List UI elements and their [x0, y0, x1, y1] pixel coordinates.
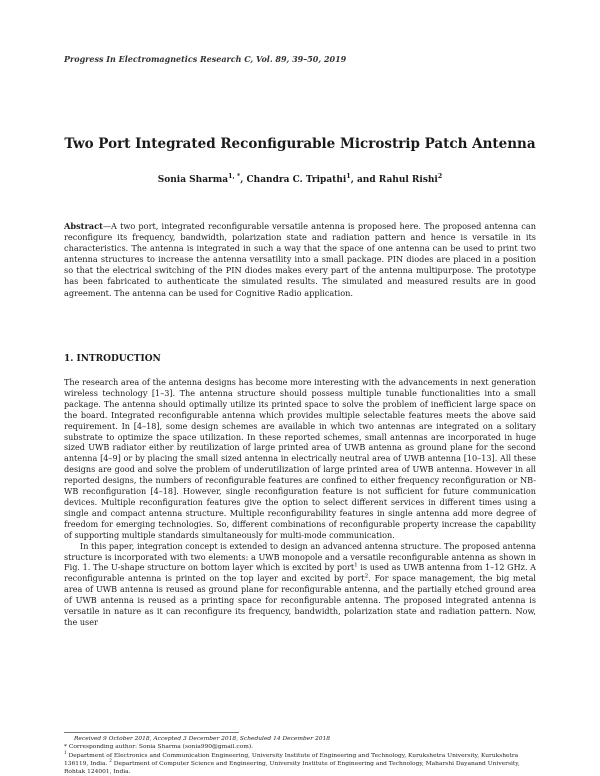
- paragraph-text: is used as UWB antenna from 1–12 GHz. A reconfigurable antenna is printed on the top layer and excited by port: [64, 562, 536, 584]
- footnote-rule: [64, 732, 239, 733]
- paragraph: [64, 541, 536, 628]
- author-superscript: 1, *: [228, 173, 241, 180]
- journal-header: Progress In Electromagnetics Research C, Vol. 89, 39–50, 2019: [64, 54, 347, 64]
- author-superscript: 1: [346, 173, 351, 180]
- section-heading: 1. INTRODUCTION: [64, 354, 161, 364]
- port-superscript: 1: [354, 562, 358, 569]
- abstract-text: —A two port, integrated reconfigurable versatile antenna is proposed here. The proposed antenna can reconfigure its frequency, bandwidth, polarization state and radiation pattern and hence is versatile in its characteristics. The antenna is integrated in such a way that the space of one antenna can be used to print two antenna structures to increase the antenna versatility into a small package. PIN diodes are placed in a position so that the electrical switching of the PIN diodes makes every part of the antenna multipurpose. The prototype has been fabricated to authenticate the simulated results. The simulated and measured results are in good agreement. The antenna can be used for Cognitive Radio application.: [64, 221, 536, 298]
- author-name: Sonia Sharma: [157, 175, 229, 185]
- author-separator: ,: [240, 175, 247, 185]
- footnote-dates: Received 9 October 2018, Accepted 3 December 2018, Scheduled 14 December 2018: [74, 736, 330, 742]
- author-name: Rahul Rishi: [378, 175, 438, 185]
- footnote-mark: *: [64, 744, 67, 751]
- footnote-mark: 2: [109, 757, 112, 763]
- footnotes: [64, 735, 536, 776]
- author-list: [0, 175, 600, 185]
- footnote-text: Corresponding author: Sonia Sharma (sonia990@gmail.com).: [68, 744, 253, 751]
- abstract: [64, 221, 536, 299]
- author-name: Chandra C. Tripathi: [246, 175, 347, 185]
- abstract-label: Abstract: [64, 221, 103, 231]
- footnote-corresponding: [64, 743, 536, 751]
- author-superscript: 2: [437, 173, 443, 180]
- port-superscript: 2: [364, 573, 369, 580]
- paragraph-text: . For space management, the big metal area of UWB antenna is reused as ground plane for reconfigurable antenna, and the partially etched ground area of UWB antenna is reused as a printing space for reconfigurable antenna. The proposed integrated antenna is versatile in nature as it can reconfigure its frequency, bandwidth, polarization state and radiation pattern. Now, the user: [64, 573, 536, 627]
- author-separator: , and: [350, 175, 379, 185]
- paragraph: The research area of the antenna designs has become more interesting with the advancements in next generation wireless technology [1–3]. The antenna structure should possess multiple tunable functionalities into a small package. The antenna should optimally utilize its printed space to solve the problem of inefficient large space on the board. Integrated reconfigurable antenna which provides multiple selectable features meets the above said requirement. In [4–18], some design schemes are available in which two antennas are integrated on a solitary substrate to optimize the space utilization. In these reported schemes, small antennas are incorporated in huge sized UWB radiator either by reutilization of large printed area of UWB antenna as ground plane for the second antenna [4–9] or by placing the small sized antenna in electrically neutral area of UWB antenna [10–13]. All these designs are good and solve the problem of underutilization of large printed area of UWB antenna. However in all reported designs, the numbers of reconfigurable features are confined to either frequency reconfiguration or NB-WB reconfiguration [4–18]. However, single reconfiguration feature is not sufficient for future communication devices. Multiple reconfiguration features give the option to select different services in different times using a single and compact antenna structure. Multiple reconfigurability features in single antenna add more degree of freedom for emerging technologies. So, different combinations of reconfigurable property increase the capability of supporting multiple standards simultaneously for multi-mode communication.: [64, 377, 536, 540]
- footnote-affiliation: [64, 749, 536, 776]
- paragraph-text: In this paper, integration concept is extended to design an advanced antenna structure. The proposed antenna structure is incorporated with two elements: a UWB monopole and a versatile reconfigurable antenna as shown in Fig. 1. The U-shape structure on bottom layer which is excited by port: [64, 540, 536, 573]
- paper-title: Two Port Integrated Reconfigurable Microstrip Patch Antenna: [64, 136, 536, 152]
- section-body: [64, 377, 536, 628]
- footnote-mark: 1: [64, 749, 67, 755]
- footnote-text: Department of Electronics and Communication Engineering, University Institute of Engineering and Technology, Kurukshetra University, Kurukshetra 136119, India.: [64, 752, 519, 767]
- footnote-text: Department of Computer Science and Engineering, University Institute of Engineering and Technology, Maharshi Dayanand University, Rohtak 124001, India.: [64, 760, 520, 776]
